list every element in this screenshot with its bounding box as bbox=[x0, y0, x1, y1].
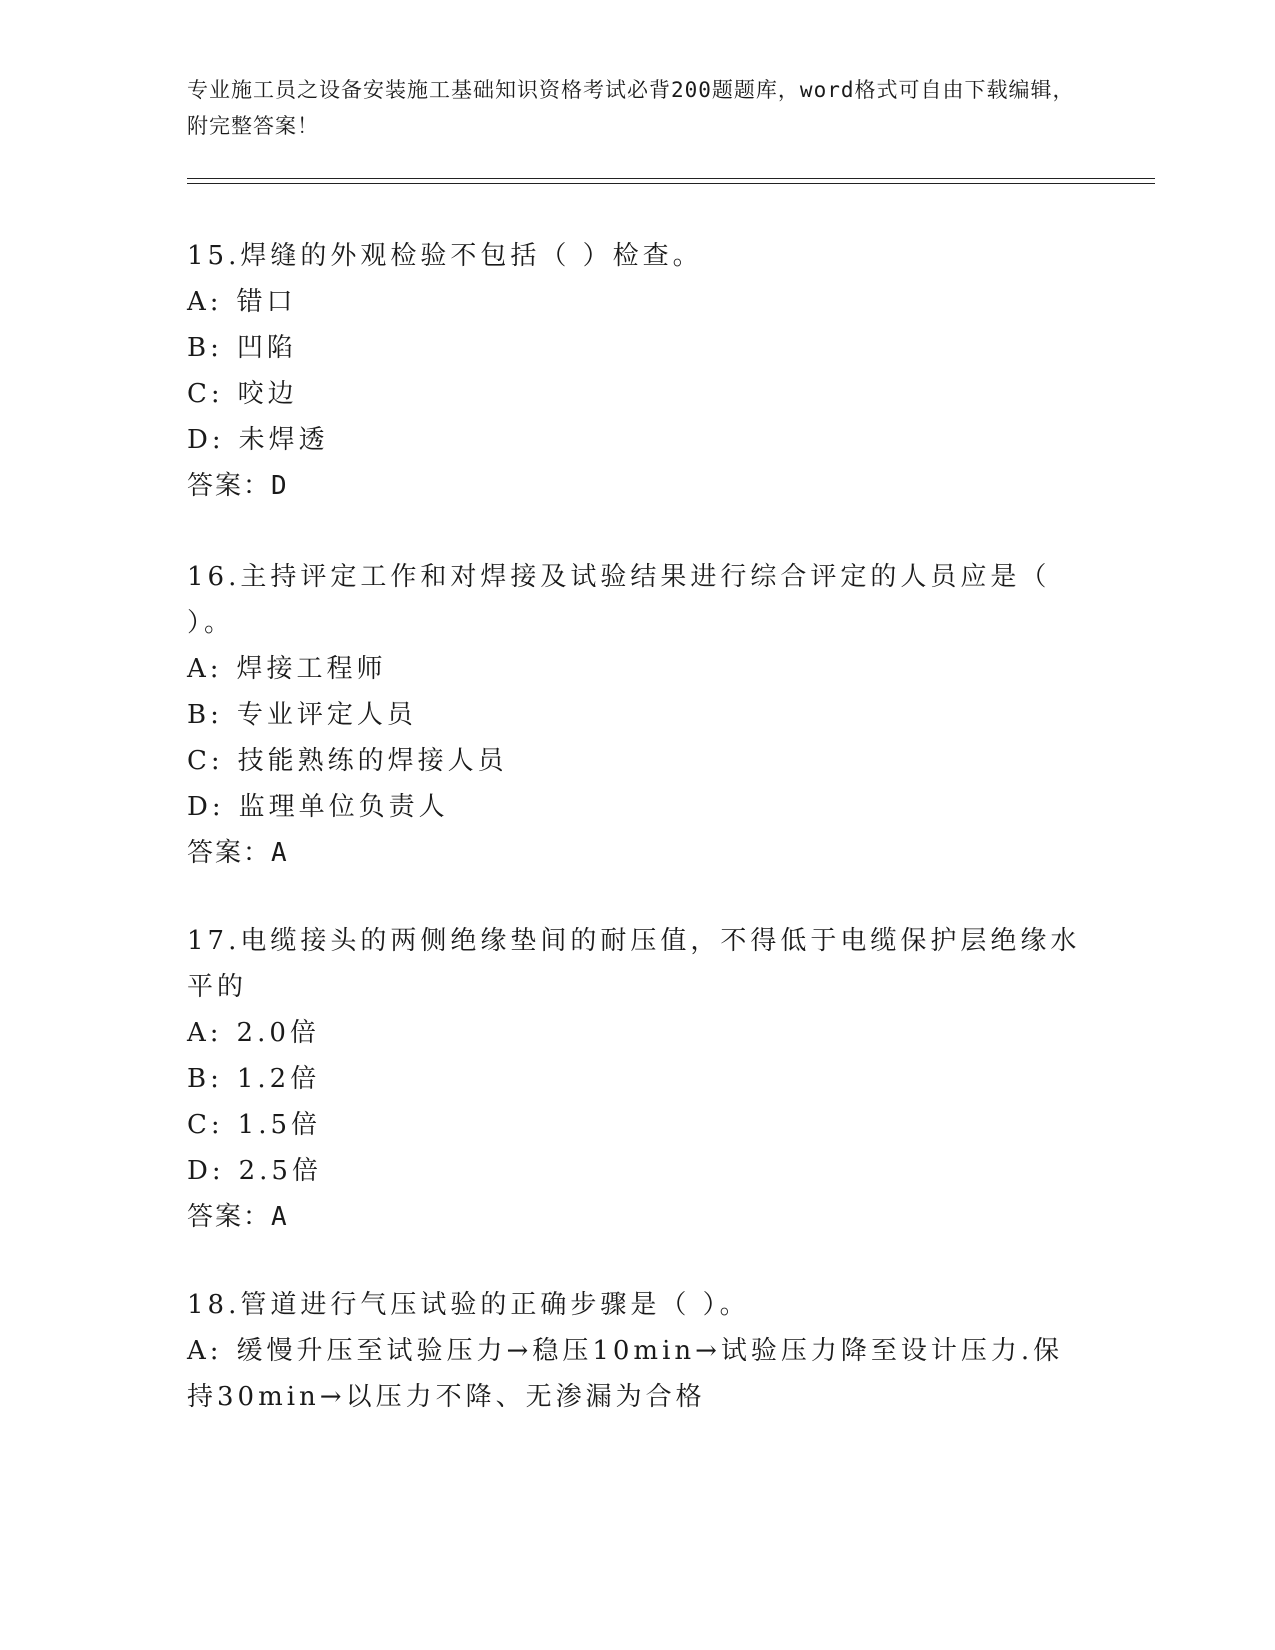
option-key: A: bbox=[187, 654, 223, 684]
option-text: 焊接工程师 bbox=[236, 654, 387, 684]
option-text: 1.2倍 bbox=[236, 1064, 321, 1094]
option-a bbox=[187, 1010, 1087, 1056]
question-text: 17.电缆接头的两侧绝缘垫间的耐压值，不得低于电缆保护层绝缘水平的 bbox=[187, 926, 1081, 1002]
option-text: 2.0倍 bbox=[236, 1018, 320, 1048]
question-text: 15.焊缝的外观检验不包括（ ）检查。 bbox=[187, 241, 703, 271]
option-key: C: bbox=[187, 746, 224, 776]
header-divider-top bbox=[187, 178, 1155, 179]
option-key: B: bbox=[187, 1064, 223, 1094]
option-a bbox=[187, 1328, 1087, 1420]
option-c bbox=[187, 738, 1087, 784]
question-17 bbox=[187, 918, 1087, 1240]
option-key: A: bbox=[187, 287, 223, 317]
option-key: A: bbox=[187, 1018, 223, 1048]
answer-line: 答案：A bbox=[187, 838, 289, 868]
option-key: D: bbox=[187, 425, 225, 455]
option-d bbox=[187, 1148, 1087, 1194]
option-text: 1.5倍 bbox=[237, 1110, 322, 1140]
option-key: A: bbox=[187, 1336, 223, 1366]
option-b bbox=[187, 692, 1087, 738]
option-key: D: bbox=[187, 792, 225, 822]
option-key: B: bbox=[187, 700, 223, 730]
option-key: B: bbox=[187, 333, 223, 363]
option-a bbox=[187, 279, 1087, 325]
option-b bbox=[187, 325, 1087, 371]
option-b bbox=[187, 1056, 1087, 1102]
option-text: 监理单位负责人 bbox=[238, 792, 449, 822]
option-text: 2.5倍 bbox=[238, 1156, 322, 1186]
question-15 bbox=[187, 233, 1087, 509]
option-key: D: bbox=[187, 1156, 225, 1186]
document-header: 专业施工员之设备安装施工基础知识资格考试必背200题题库，word格式可自由下载编辑，附完整答案！ bbox=[187, 78, 1075, 138]
option-c bbox=[187, 1102, 1087, 1148]
option-text: 凹陷 bbox=[236, 333, 297, 363]
option-text: 缓慢升压至试验压力→稳压10min→试验压力降至设计压力.保持30min→以压力不降、无渗漏为合格 bbox=[187, 1336, 1064, 1412]
option-text: 错口 bbox=[236, 287, 297, 317]
question-18 bbox=[187, 1282, 1087, 1420]
option-d bbox=[187, 417, 1087, 463]
option-text: 咬边 bbox=[237, 379, 298, 409]
option-a bbox=[187, 646, 1087, 692]
answer-line: 答案：A bbox=[187, 1202, 289, 1232]
option-text: 专业评定人员 bbox=[236, 700, 417, 730]
option-d bbox=[187, 784, 1087, 830]
option-text: 未焊透 bbox=[238, 425, 329, 455]
option-key: C: bbox=[187, 379, 224, 409]
option-text: 技能熟练的焊接人员 bbox=[237, 746, 508, 776]
question-text: 18.管道进行气压试验的正确步骤是（ ）。 bbox=[187, 1290, 750, 1320]
header-divider-bottom bbox=[187, 183, 1155, 184]
question-16 bbox=[187, 554, 1087, 876]
option-c bbox=[187, 371, 1087, 417]
question-text: 16.主持评定工作和对焊接及试验结果进行综合评定的人员应是（ ）。 bbox=[187, 562, 1051, 638]
option-key: C: bbox=[187, 1110, 224, 1140]
answer-line: 答案：D bbox=[187, 471, 289, 501]
